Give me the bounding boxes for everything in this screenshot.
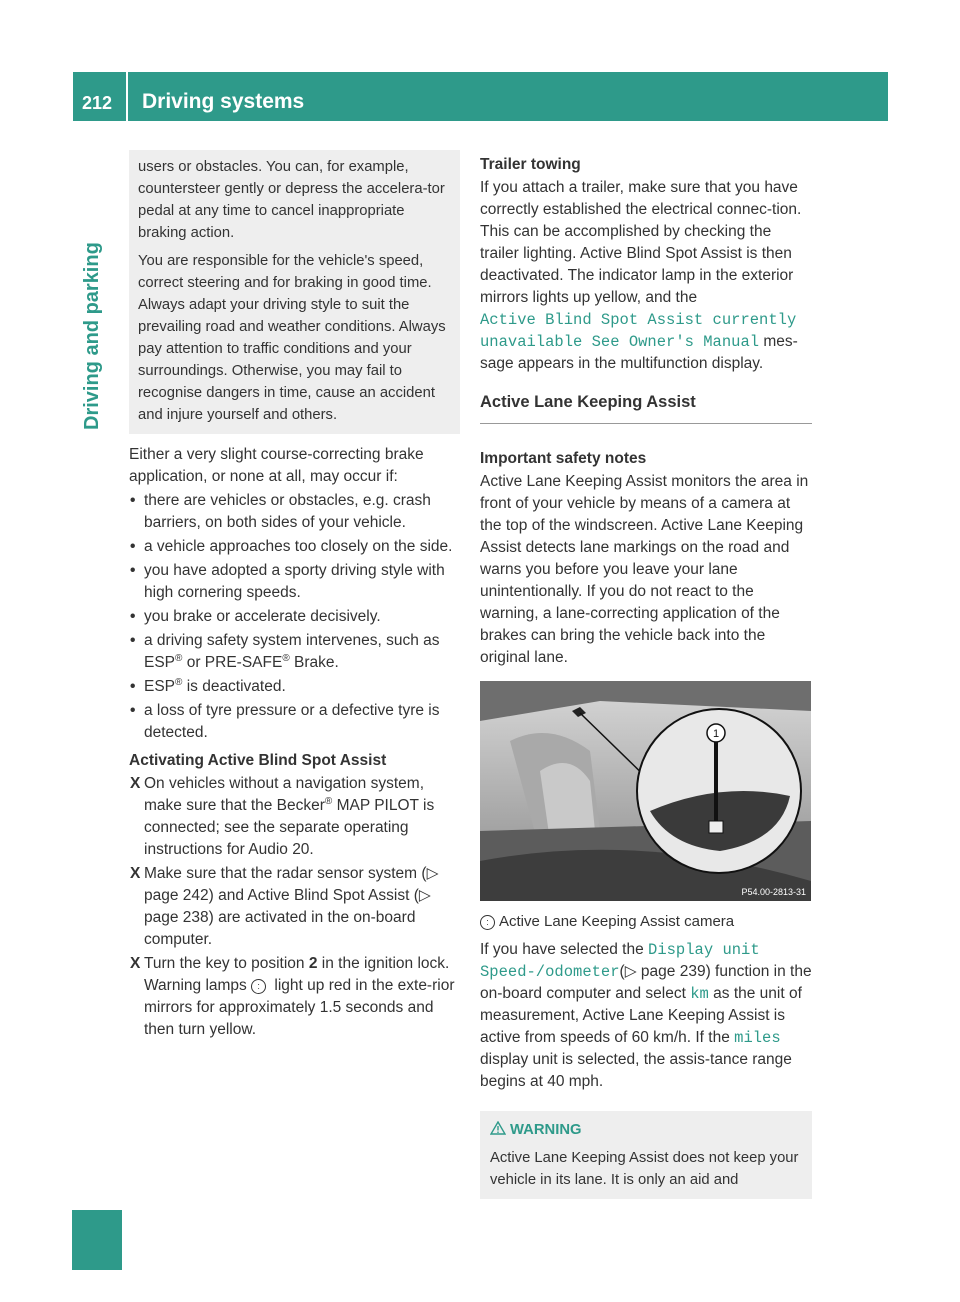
note-box — [129, 150, 460, 434]
figure-caption — [480, 911, 812, 933]
display-setting: km — [690, 985, 709, 1003]
section-heading: Active Lane Keeping Assist — [480, 391, 812, 424]
page-number: 212 — [82, 93, 113, 113]
warning-title — [490, 1119, 802, 1141]
figure-callout-label: 1 — [712, 728, 720, 740]
step-text: page 238) are activated in the on-board computer. — [144, 909, 416, 948]
step-item — [129, 863, 460, 951]
page-title: Driving systems — [142, 90, 305, 113]
step-text: in the ignition lock. — [317, 955, 450, 972]
warning-triangle-icon — [490, 1121, 506, 1135]
figure-code: P54.00-2813-31 — [741, 887, 806, 897]
bullet-marker: • — [130, 608, 136, 625]
list-item-text: a loss of tyre pressure or a defective tyre is detected. — [144, 702, 440, 741]
list-item-text: a vehicle approaches too closely on the side. — [144, 538, 453, 555]
units-text-part: If you have selected the — [480, 941, 649, 958]
side-tab-label: Driving and parking — [81, 242, 103, 430]
note-paragraph: You are responsible for the vehicle's speed, correct steering and for braking in good time. Always adapt your driving style to suit the prevailing road and weather conditions. Always pay attention to traffic conditions and your surroundings. Otherwise, you may fail to recognise dangers in time, cause an accident and injure yourself and others. — [138, 253, 446, 423]
step-list — [129, 773, 460, 1041]
note-paragraph: users or obstacles. You can, for example, countersteer gently or depress the accelera-tor pedal at any time to cancel inappropriate braking action. — [138, 159, 445, 241]
bullet-marker: • — [130, 702, 136, 719]
list-item-text: Brake. — [289, 654, 339, 671]
step-item — [129, 773, 460, 861]
bullet-marker: • — [130, 678, 136, 695]
bullet-marker: • — [130, 538, 136, 555]
trailer-text — [480, 177, 812, 375]
step-text: light up red in the exte-rior mirrors for approximately 1.5 seconds and then turn yellow. — [144, 977, 455, 1038]
step-marker: X — [130, 775, 141, 792]
step-text: Make sure that the radar sensor system ( — [144, 865, 427, 882]
step-item — [129, 953, 460, 1041]
registered-mark: ® — [175, 676, 183, 688]
units-text-part: page 239) function in the on-board computer and select — [480, 963, 812, 1002]
safety-heading: Important safety notes — [480, 450, 647, 467]
key-position: 2 — [308, 955, 318, 972]
camera-figure — [480, 681, 811, 901]
bullet-marker: • — [130, 562, 136, 579]
units-text-part: ( — [619, 963, 625, 980]
registered-mark: ® — [324, 795, 333, 807]
list-item — [129, 630, 460, 674]
caption-text: Active Lane Keeping Assist camera — [499, 913, 735, 930]
left-column — [129, 150, 460, 1045]
safety-text: Active Lane Keeping Assist monitors the area in front of your vehicle by means of a camera at the top of the windscreen. Active Lane Keeping Assist detects lane markings on the road and warns you before you leave your lane unintentionally. If you do not react to the warning, a lane-correcting application of the brakes can bring the vehicle back into the original lane. — [480, 473, 809, 666]
step-text: On vehicles without a navigation system, make sure that the Becker — [144, 775, 424, 814]
callout-number-icon: : — [480, 915, 495, 930]
right-column — [480, 150, 812, 1199]
step-text: page 242) and Active Blind Spot Assist ( — [144, 887, 419, 904]
camera-illustration — [480, 681, 811, 901]
warning-box — [480, 1111, 812, 1199]
display-message: Active Blind Spot Assist currently — [480, 311, 797, 329]
units-text — [480, 939, 812, 1093]
bullet-marker: • — [130, 492, 136, 509]
side-tab-block — [72, 1210, 122, 1270]
registered-mark: ® — [282, 652, 290, 664]
step-marker: X — [130, 865, 141, 882]
trailer-text-body: If you attach a trailer, make sure that you have correctly established the electrical connec-tion. This can be accomplished by checking the trailer lighting. Active Blind Spot Assist is then deactivated. The indicator lamp in the exterior mirrors lights up yellow, and the — [480, 179, 802, 306]
bullet-marker: • — [130, 632, 136, 649]
list-item-text: is deactivated. — [182, 678, 286, 695]
list-item-text: you brake or accelerate decisively. — [144, 608, 381, 625]
trailer-text-end: mes-sage appears in the multifunction display. — [480, 333, 798, 372]
list-item — [129, 536, 460, 558]
callout-number-icon: : — [251, 979, 266, 994]
trailer-heading: Trailer towing — [480, 156, 581, 173]
activating-heading: Activating Active Blind Spot Assist — [129, 752, 387, 769]
registered-mark: ® — [175, 652, 183, 664]
warning-title-text: WARNING — [510, 1122, 582, 1138]
list-item-text: ESP — [144, 678, 176, 695]
page-ref-arrow-icon: ▷ — [418, 887, 431, 904]
display-setting: Speed-/odometer — [480, 963, 620, 981]
units-text-part: as the unit of measurement, Active Lane Keeping Assist is active from speeds of 60 km/h. If the — [480, 985, 802, 1046]
list-item-text: a driving safety system intervenes, such as ESP — [144, 632, 440, 671]
list-item-text: or PRE-SAFE — [182, 654, 283, 671]
step-text: Turn the key to position — [144, 955, 309, 972]
display-setting: miles — [734, 1029, 781, 1047]
units-text-part: display unit is selected, the assis-tance range begins at 40 mph. — [480, 1051, 792, 1090]
list-item — [129, 606, 460, 628]
list-item — [129, 676, 460, 698]
condition-list — [129, 490, 460, 744]
step-text: Warning lamps — [144, 977, 252, 994]
intro-text: Either a very slight course-correcting brake application, or none at all, may occur if: — [129, 446, 424, 485]
list-item-text: you have adopted a sporty driving style with high cornering speeds. — [144, 562, 445, 601]
page-ref-arrow-icon: ▷ — [426, 865, 439, 882]
step-text: MAP PILOT is connected; see the separate operating instructions for Audio 20. — [144, 797, 435, 858]
step-marker: X — [130, 955, 141, 972]
list-item — [129, 490, 460, 534]
display-setting: Display unit — [648, 941, 760, 959]
display-message: unavailable See Owner's Manual — [480, 333, 760, 351]
warning-text: Active Lane Keeping Assist does not keep your vehicle in its lane. It is only an aid and — [490, 1150, 799, 1188]
list-item — [129, 560, 460, 604]
list-item-text: there are vehicles or obstacles, e.g. crash barriers, on both sides of your vehicle. — [144, 492, 431, 531]
page-ref-arrow-icon: ▷ — [624, 963, 637, 980]
list-item — [129, 700, 460, 744]
header-divider — [126, 72, 128, 121]
